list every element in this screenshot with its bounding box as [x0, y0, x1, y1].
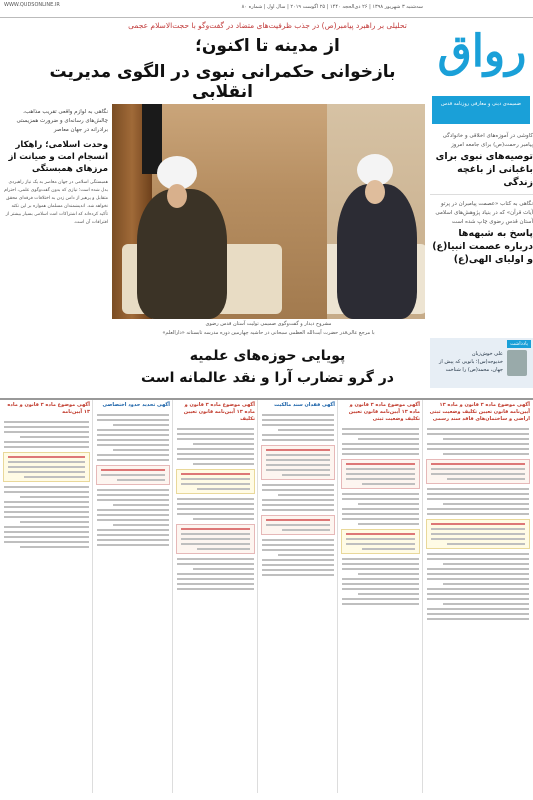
main-headline-line1[interactable]: از مدینه تا اکنون؛	[195, 36, 340, 56]
sidebar-teaser-2-title[interactable]: پاسخ به شبهه‌ها درباره عصمت انبیا(ع) و اولیای الهی(ع)	[432, 228, 533, 265]
ad-column-1	[422, 400, 533, 793]
sidebar-teaser-2-intro: نگاهی به کتاب «عصمت پیامبران در پرتو آیات قرآن» که در بنیاد پژوهش‌های اسلامی آستان قدس رضوی چاپ شده است	[435, 201, 533, 225]
ad-title: آگهی تحدید حدود اختصاصی	[102, 402, 170, 408]
headline-pretitle: تحلیلی بر راهبرد پیامبر(ص) در جذب ظرفیت‌های متضاد در گفت‌وگو با حجت‌الاسلام عجمی	[128, 21, 407, 30]
photo-caption: مشروح دیدار و گفت‌وگوی صمیمی تولیت آستان قدس رضوی	[205, 321, 332, 327]
main-photo-right	[327, 104, 425, 319]
ad-title: آگهی موضوع ماده ۳ قانون و ماده ۱۳ آیین‌نامه قانون تعیین تکلیف وضعیت ثبتی اراضی و ساختمان‌های فاقد سند رسمی	[429, 402, 530, 422]
opinion-title: خدیوجه(س)؛ بانویی که پیش از جهان، محمد(ص) را شناخت	[438, 359, 503, 373]
main-photo-left	[112, 104, 327, 319]
ad-column-3	[257, 400, 338, 793]
secondary-headline-line1[interactable]: پویایی حوزه‌های علمیه	[189, 348, 346, 364]
ad-column-5	[92, 400, 173, 793]
left-article-headline[interactable]: وحدت اسلامی؛ راهکار انسجام امت و صیانت از مرزهای همبستگی	[8, 140, 108, 174]
ad-title: آگهی فقدان سند مالکیت	[274, 402, 335, 408]
opinion-author: علی خوش‌زبان	[471, 351, 503, 357]
opinion-tag: یادداشت	[507, 340, 531, 348]
ad-title: آگهی موضوع ماده ۳ قانون و ماده ۱۳ آیین‌نامه قانون تعیین تکلیف وضعیت ثبتی	[348, 402, 420, 422]
sidebar-opinion-box[interactable]	[430, 338, 533, 388]
main-headline-line2[interactable]: بازخوانی حکمرانی نبوی در الگوی مدیریت انقلابی	[49, 62, 396, 102]
left-column-article	[4, 108, 108, 393]
photo-caption-2: با مرجع عالی‌قدر حضرت آیت‌الله العظمی سبحانی در حاشیه چهارمین دوره مدرسه تابستانه «دارالعلم»	[162, 330, 375, 336]
ad-title: آگهی موضوع ماده ۳ قانون و ماده ۱۳ آیین‌نامه قانون تعیین تکلیف	[183, 402, 255, 422]
secondary-headline-line2[interactable]: در گرو تضارب آرا و نقد عالمانه است	[141, 370, 394, 386]
ad-column-6	[0, 400, 93, 793]
divider	[430, 194, 533, 195]
masthead-logo[interactable]: رواق	[437, 26, 527, 77]
left-article-body: همبستگی اسلامی در جهان معاصر به یک نیاز راهبردی بدل شده است؛ نیازی که بدون گفت‌وگوی علمی، احترام متقابل و پرهیز از دامن زدن به اختلافات فرقه‌ای محقق نخواهد شد. اندیشمندان مسلمان همواره بر این نکته تأکید کرده‌اند که اشتراکات امت اسلامی بسیار بیشتر از افتراقات آن است.	[4, 180, 108, 225]
sidebar-teaser-1-intro: کاوشی در آموزه‌های اخلاقی و خانوادگی پیامبر رحمت(ص) برای جامعه امروز	[442, 133, 533, 148]
opinion-text	[435, 350, 503, 374]
site-url[interactable]: WWW.QUDSONLINE.IR	[4, 2, 60, 8]
sidebar-teaser-1-title[interactable]: توصیه‌های نبوی برای باغبانی از باغچه زندگی	[435, 151, 533, 188]
dateline: سه‌شنبه ۳ شهریور ۱۳۹۸ | ۲۶ ذی‌الحجه ۱۴۴۰ | ۲۵ اگوست ۲۰۱۹ | سال اول | شماره ۸۰	[241, 4, 423, 10]
classified-ads-section	[0, 398, 533, 793]
author-avatar	[507, 350, 527, 376]
left-article-intro: نگاهی به لوازم واقعی تقریب مذاهب، چالش‌های رسانه‌ای و ضرورت همزیستی برادرانه در جهان معاصر	[16, 109, 108, 133]
ad-column-2	[337, 400, 423, 793]
ad-column-4	[172, 400, 258, 793]
masthead-subtitle: ضمیمه‌ی دینی و معارفی روزنامه قدس	[432, 96, 530, 124]
ad-title: آگهی موضوع ماده ۳ قانون و ماده ۱۳ آیین‌نامه	[7, 402, 90, 415]
